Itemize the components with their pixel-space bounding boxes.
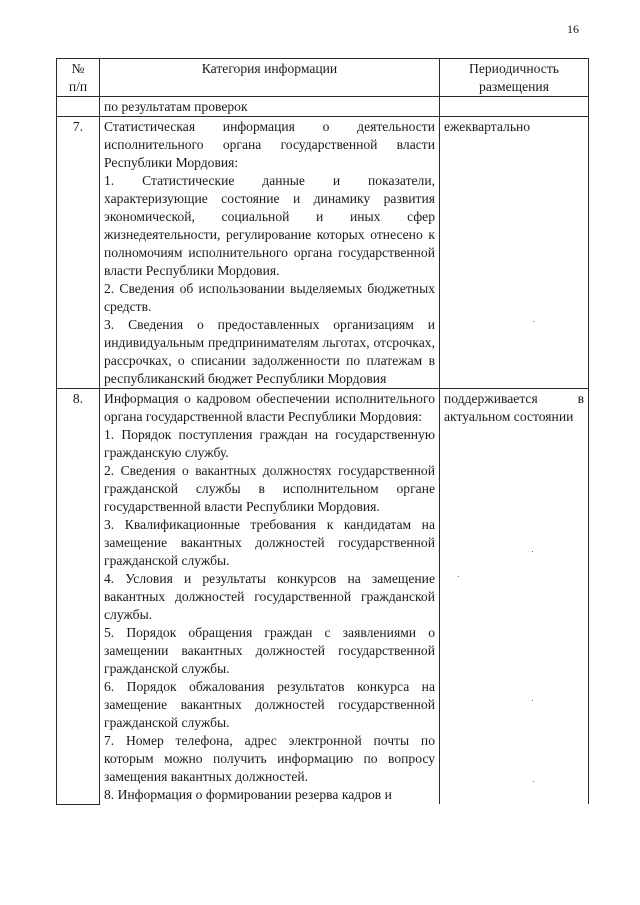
row-item: 5. Порядок обращения граждан с заявлениями о замещении вакантных должностей государственной гражданской службы.	[104, 625, 435, 676]
page-number: 16	[567, 22, 579, 36]
row-category	[100, 389, 440, 805]
row-item: 2. Сведения об использовании выделяемых бюджетных средств.	[104, 281, 435, 314]
row-periodicity: ежеквартально	[440, 117, 589, 389]
scan-speck	[532, 700, 533, 701]
scan-speck	[533, 321, 534, 322]
row-intro: Статистическая информация о деятельности исполнительного органа государственной власти Республики Мордовия:	[104, 119, 435, 170]
scan-speck	[532, 551, 533, 552]
row-item: 8. Информация о формировании резерва кадров и	[104, 787, 392, 802]
header-periodicity: Периодичность размещения	[440, 59, 589, 97]
row-category	[100, 117, 440, 389]
continuation-text: по результатам проверок	[100, 97, 440, 117]
table-row	[57, 389, 589, 805]
row-number: 7.	[57, 117, 100, 389]
row-item: 3. Сведения о предоставленных организациям и индивидуальным предпринимателям льготах, отсрочках, рассрочках, о списании задолженности по платежам в республиканский бюджет Республики Мордовия	[104, 317, 435, 386]
table-header-row	[57, 59, 589, 97]
scan-speck	[533, 781, 534, 782]
continuation-number-cell	[57, 97, 100, 117]
row-item: 7. Номер телефона, адрес электронной почты по которым можно получить информацию по вопросу замещения вакантных должностей.	[104, 733, 435, 784]
row-number: 8.	[57, 389, 100, 805]
row-item: 1. Порядок поступления граждан на государственную гражданскую службу.	[104, 427, 435, 460]
row-item: 6. Порядок обжалования результатов конкурса на замещение вакантных должностей государственной гражданской службы.	[104, 679, 435, 730]
row-item: 1. Статистические данные и показатели, характеризующие состояние и динамику развития экономической, социальной и иных сфер жизнедеятельности, регулирование которых отнесено к полномочиям исполнительного органа государственной власти Республики Мордовия.	[104, 173, 435, 278]
row-item: 2. Сведения о вакантных должностях государственной гражданской службы в исполнительном органе государственной власти Республики Мордовия.	[104, 463, 435, 514]
row-item: 4. Условия и результаты конкурсов на замещение вакантных должностей государственной гражданской службы.	[104, 571, 435, 622]
continuation-periodicity-cell	[440, 97, 589, 117]
scan-speck	[458, 576, 459, 577]
table-row	[57, 117, 589, 389]
header-number: № п/п	[57, 59, 100, 97]
header-category: Категория информации	[100, 59, 440, 97]
row-intro: Информация о кадровом обеспечении исполнительного органа государственной власти Республики Мордовия:	[104, 391, 435, 424]
row-periodicity: поддерживается в актуальном состоянии	[440, 389, 589, 805]
information-table	[56, 58, 589, 805]
table-row-continuation	[57, 97, 589, 117]
row-item: 3. Квалификационные требования к кандидатам на замещение вакантных должностей государственной гражданской службы.	[104, 517, 435, 568]
